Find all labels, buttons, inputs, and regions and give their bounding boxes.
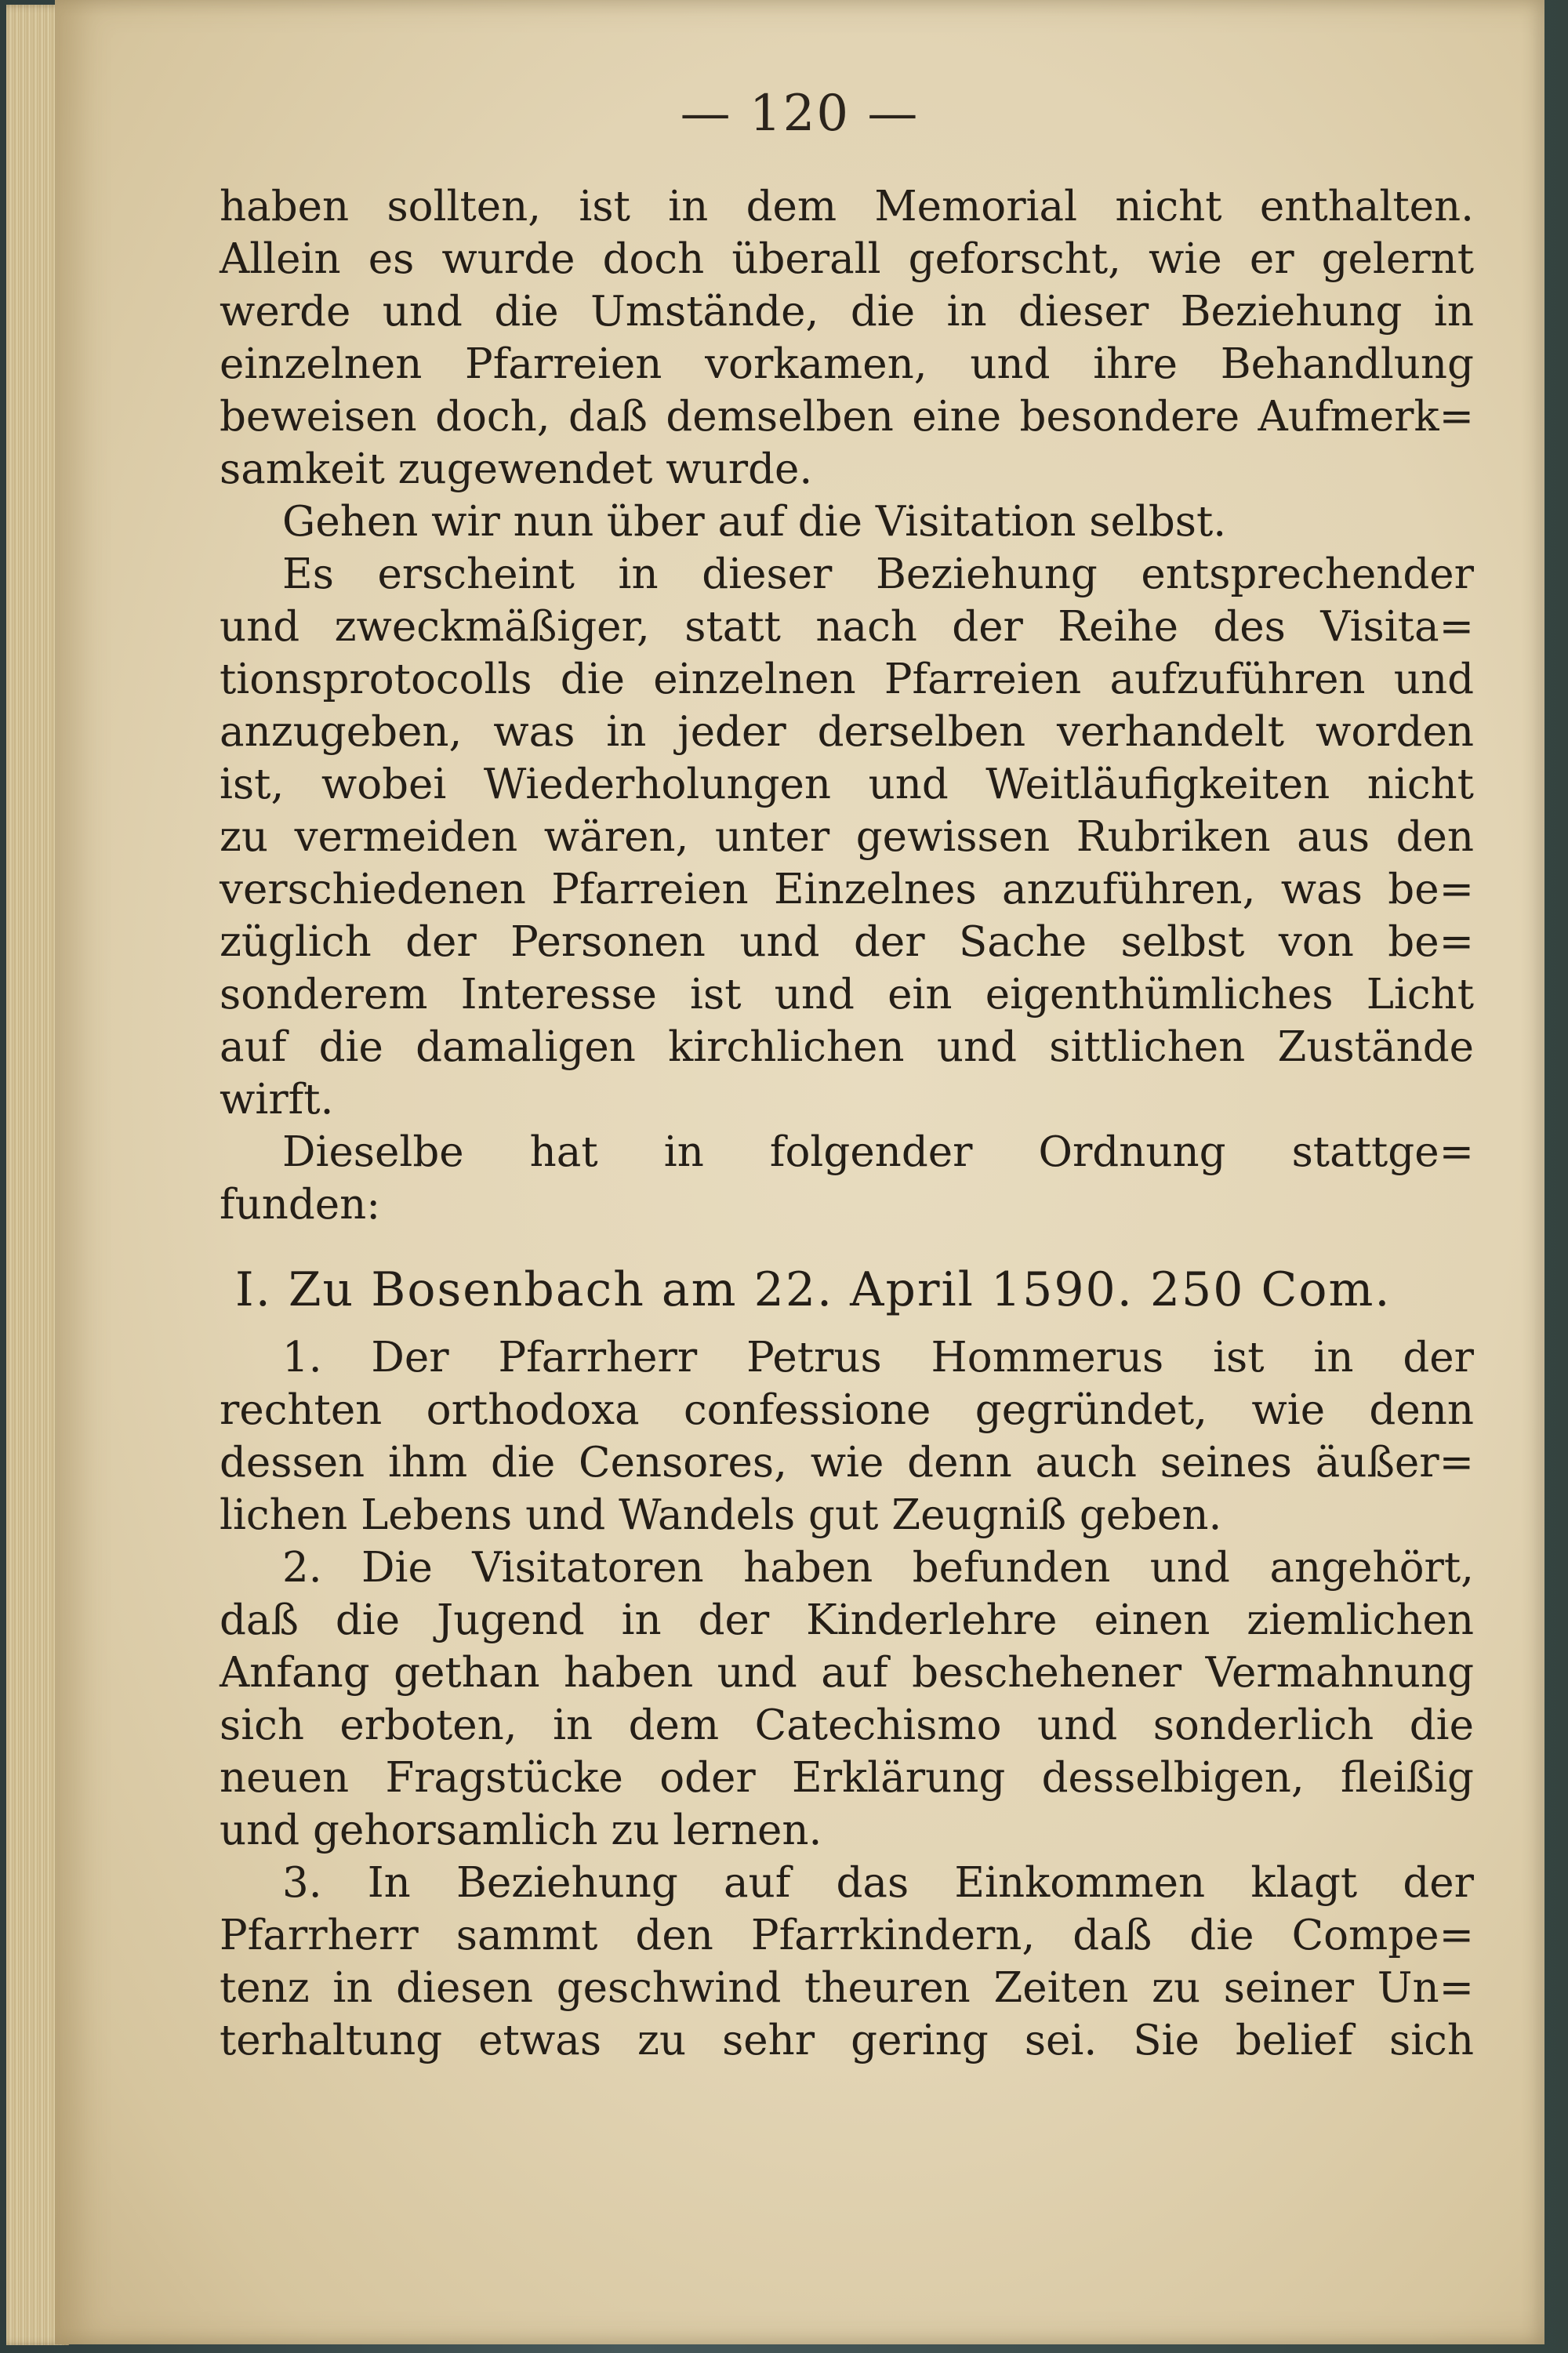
text-line: lichen Lebens und Wandels gut Zeugniß geben. <box>220 1491 1222 1539</box>
text-line: terhaltung etwas zu sehr gering sei. Sie belief sich <box>220 2017 1474 2064</box>
text-line: anzugeben, was in jeder derselben verhandelt worden <box>220 708 1474 756</box>
text-line: Anfang gethan haben und auf beschehener Vermahnung <box>220 1649 1474 1697</box>
text-line: haben sollten, ist in dem Memorial nicht enthalten. <box>220 183 1474 231</box>
text-line: auf die damaligen kirchlichen und sittlichen Zustände <box>220 1023 1474 1071</box>
page-number-header: — 120 — <box>680 85 920 143</box>
text-line: ist, wobei Wiederholungen und Weitläufigkeiten nicht <box>220 761 1474 808</box>
text-line: und gehorsamlich zu lernen. <box>220 1807 822 1854</box>
text-line: zu vermeiden wären, unter gewissen Rubriken aus den <box>220 813 1474 861</box>
text-line: Es erscheint in dieser Beziehung entsprechender <box>282 550 1474 598</box>
text-line: Dieselbe hat in folgender Ordnung stattge= <box>282 1128 1474 1176</box>
text-line: Allein es wurde doch überall geforscht, wie er gelernt <box>220 235 1474 283</box>
section-heading: I. Zu Bosenbach am 22. April 1590. 250 Com. <box>235 1262 1392 1317</box>
text-line: neuen Fragstücke oder Erklärung desselbigen, fleißig <box>220 1754 1474 1802</box>
text-line: samkeit zugewendet wurde. <box>220 445 813 493</box>
paragraph-lines <box>220 180 1474 1231</box>
text-line: daß die Jugend in der Kinderlehre einen ziemlichen <box>220 1596 1474 1644</box>
text-line: Gehen wir nun über auf die Visitation selbst. <box>282 498 1227 546</box>
book-page <box>55 0 1544 2344</box>
text-line: rechten orthodoxa confessione gegründet, wie denn <box>220 1386 1474 1434</box>
section-lines <box>220 1331 1474 2067</box>
text-line: züglich der Personen und der Sache selbst von be= <box>220 918 1474 966</box>
text-line: tionsprotocolls die einzelnen Pfarreien aufzuführen und <box>220 655 1474 703</box>
text-line: verschiedenen Pfarreien Einzelnes anzuführen, was be= <box>220 866 1474 913</box>
text-line: wirft. <box>220 1076 334 1124</box>
text-line: 2. Die Visitatoren haben befunden und angehört, <box>282 1544 1474 1592</box>
text-line: dessen ihm die Censores, wie denn auch seines äußer= <box>220 1439 1474 1487</box>
text-line: und zweckmäßiger, statt nach der Reihe des Visita= <box>220 603 1474 651</box>
text-line: 3. In Beziehung auf das Einkommen klagt der <box>282 1859 1474 1907</box>
text-line: funden: <box>220 1181 381 1229</box>
text-line: einzelnen Pfarreien vorkamen, und ihre Behandlung <box>220 340 1474 388</box>
body-text <box>220 180 1474 2067</box>
text-line: 1. Der Pfarrherr Petrus Hommerus ist in der <box>282 1334 1474 1382</box>
text-line: tenz in diesen geschwind theuren Zeiten zu seiner Un= <box>220 1964 1474 2012</box>
text-line: werde und die Umstände, die in dieser Beziehung in <box>220 288 1474 336</box>
text-line: beweisen doch, daß demselben eine besondere Aufmerk= <box>220 393 1474 441</box>
text-line: sich erboten, in dem Catechismo und sonderlich die <box>220 1701 1474 1749</box>
text-line: Pfarrherr sammt den Pfarrkindern, daß die Compe= <box>220 1912 1474 1959</box>
text-line: sonderem Interesse ist und ein eigenthümliches Licht <box>220 971 1474 1019</box>
